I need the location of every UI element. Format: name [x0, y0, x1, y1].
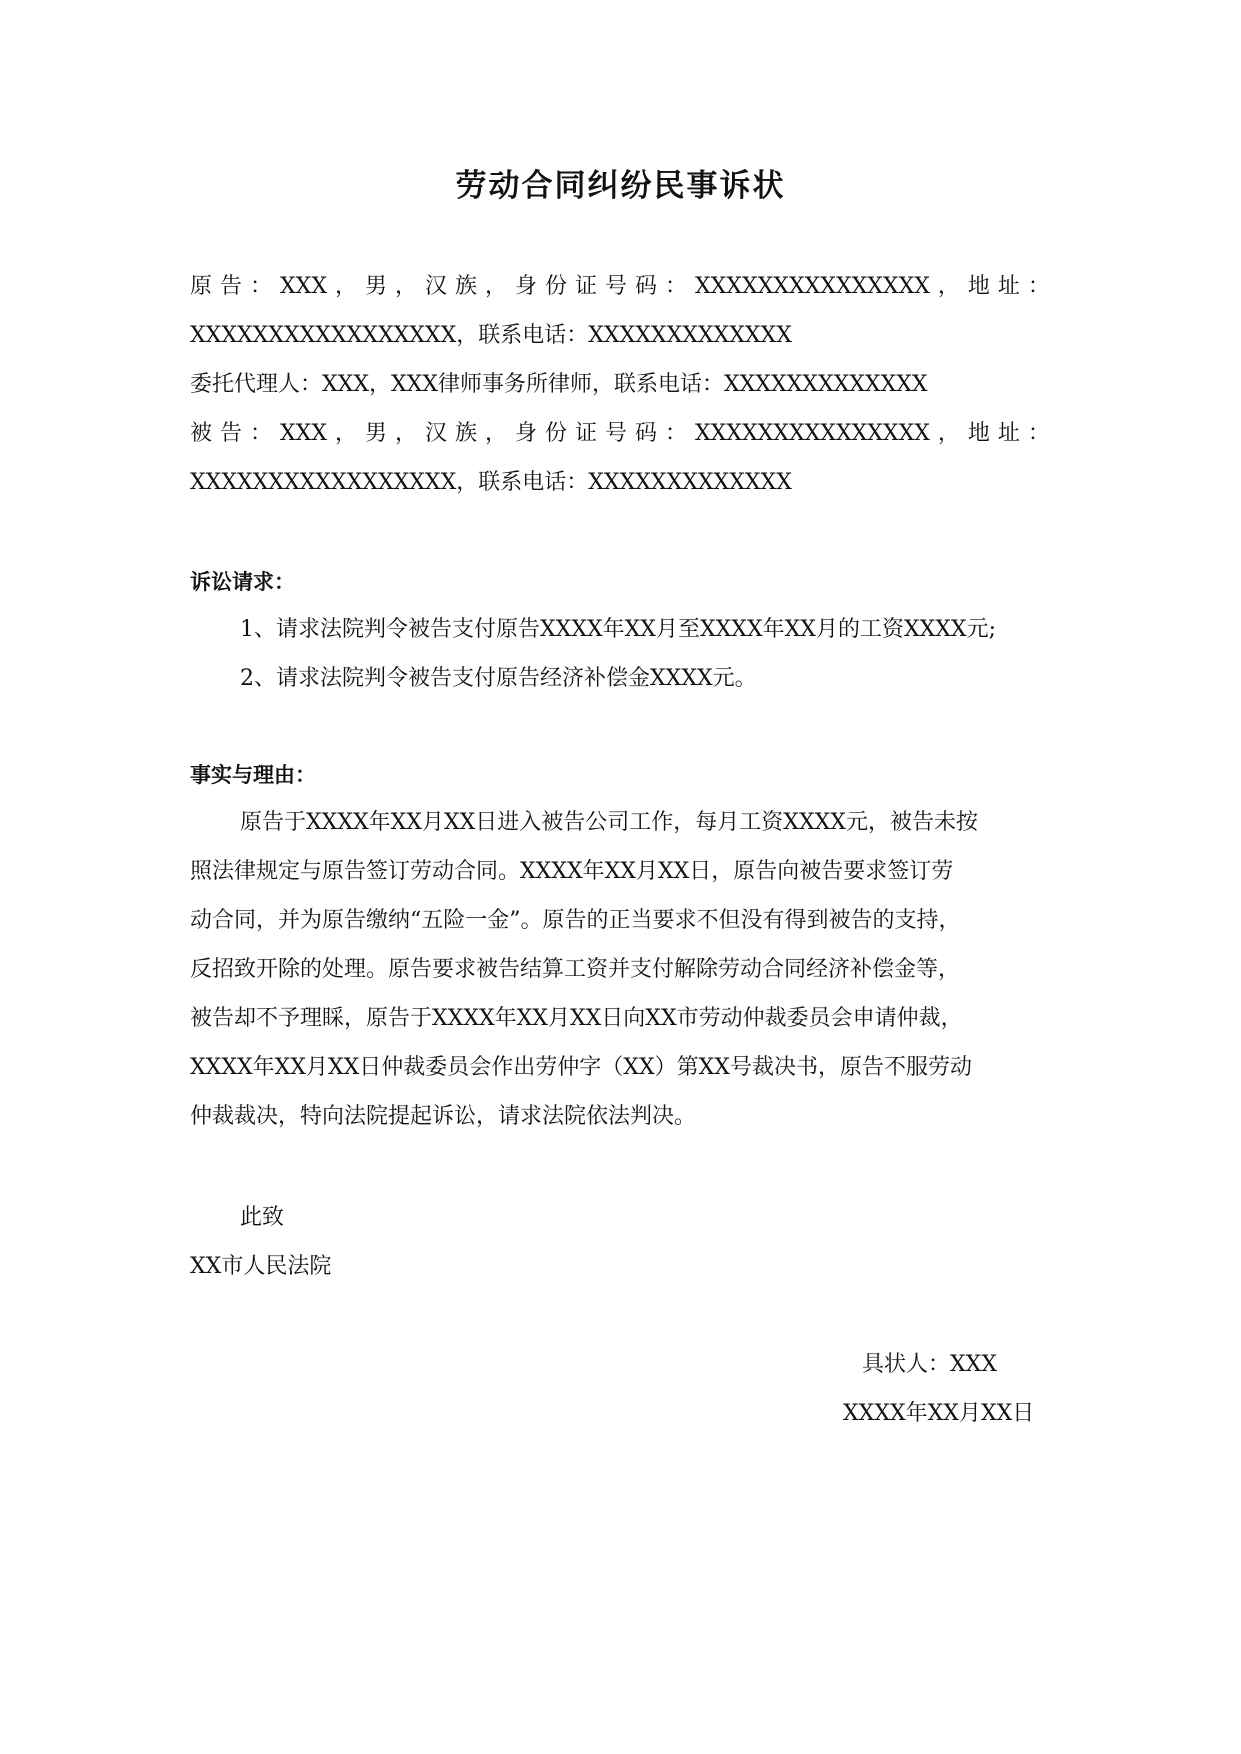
- claim-item: 2、请求法院判令被告支付原告经济补偿金XXXX元。: [240, 666, 757, 691]
- facts-line: 原告于XXXX年XX月XX日进入被告公司工作，每月工资XXXX元，被告未按: [240, 810, 978, 835]
- signature-date: XXXX年XX月XX日: [843, 1401, 1035, 1426]
- facts-line: 动合同，并为原告缴纳“五险一金”。原告的正当要求不但没有得到被告的支持，: [190, 908, 961, 933]
- facts-heading: 事实与理由：: [190, 763, 316, 787]
- claims-heading: 诉讼请求：: [190, 570, 295, 594]
- defendant-line-2: XXXXXXXXXXXXXXXXX，联系电话：XXXXXXXXXXXXX: [190, 470, 792, 495]
- document-title: 劳动合同纠纷民事诉状: [455, 168, 786, 204]
- signature-plaintiff: 具状人：XXX: [862, 1352, 997, 1377]
- facts-line: 仲裁裁决，特向法院提起诉讼，请求法院依法判决。: [190, 1104, 697, 1129]
- plaintiff-line-2: XXXXXXXXXXXXXXXXX，联系电话：XXXXXXXXXXXXX: [190, 323, 792, 348]
- court-name: XX市人民法院: [190, 1254, 332, 1279]
- facts-line: XXXX年XX月XX日仲裁委员会作出劳仲字（XX）第XX号裁决书，原告不服劳动: [190, 1055, 972, 1080]
- closing-section: [190, 1193, 1050, 1291]
- parties-section: [190, 262, 1050, 507]
- facts-line: 被告却不予理睬，原告于XXXX年XX月XX日向XX市劳动仲裁委员会申请仲裁，: [190, 1006, 963, 1031]
- defendant-line-1: 被 告 ： XXX ， 男 ， 汉 族 ， 身 份 证 号 码 ： XXXXXXXXXXXXXXX ， 地 址 ：: [190, 421, 1050, 446]
- salutation: 此致: [240, 1205, 285, 1230]
- claims-list: [190, 605, 1050, 703]
- claim-item: 1、请求法院判令被告支付原告XXXX年XX月至XXXX年XX月的工资XXXX元;: [240, 617, 997, 642]
- facts-paragraph: [190, 798, 1050, 1141]
- agent-line: 委托代理人：XXX，XXX律师事务所律师，联系电话：XXXXXXXXXXXXX: [190, 372, 928, 397]
- facts-line: 照法律规定与原告签订劳动合同。XXXX年XX月XX日，原告向被告要求签订劳: [190, 859, 954, 884]
- facts-line: 反招致开除的处理。原告要求被告结算工资并支付解除劳动合同经济补偿金等，: [190, 957, 961, 982]
- plaintiff-line-1: 原 告 ： XXX ， 男 ， 汉 族 ， 身 份 证 号 码 ： XXXXXXXXXXXXXXX ， 地 址 ：: [190, 274, 1050, 299]
